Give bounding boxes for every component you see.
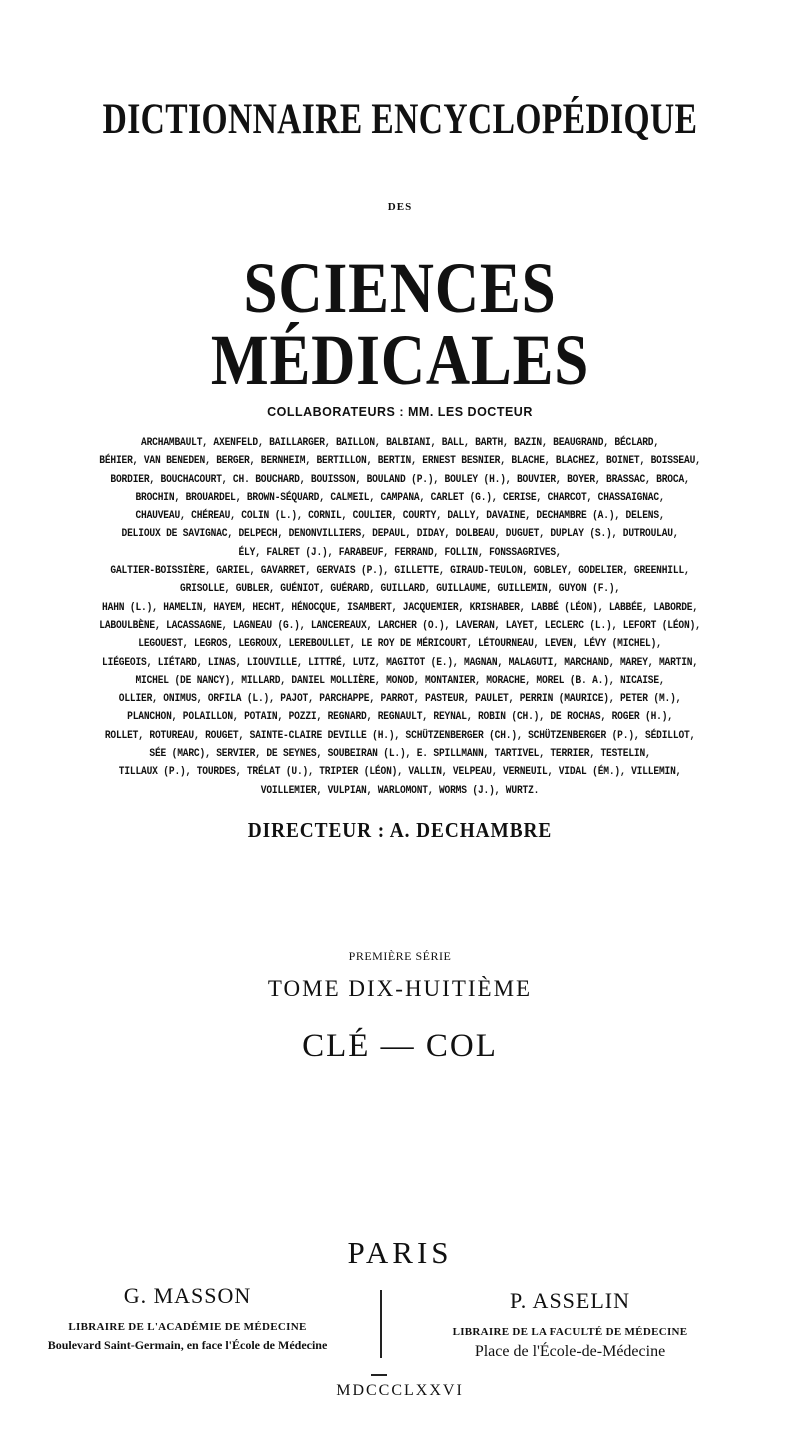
collaborators-line: ROLLET, ROTUREAU, ROUGET, SAINTE-CLAIRE DEVILLE (H.), SCHÜTZENBERGER (CH.), SCHÜTZENBERGER (P.), SÉDILLOT,: [104, 729, 696, 742]
collaborators-list: [0, 434, 800, 800]
collaborators-line: DELIOUX DE SAVIGNAC, DELPECH, DENONVILLIERS, DEPAUL, DIDAY, DOLBEAU, DUGUET, DUPLAY (S.), DUTROULAU,: [121, 528, 679, 541]
director-line: DIRECTEUR : A. DECHAMBRE: [247, 818, 553, 842]
collaborators-line: GALTIER-BOISSIÈRE, GARIEL, GAVARRET, GERVAIS (P.), GILLETTE, GIRAUD-TEULON, GOBLEY, GODELIER, GREENHILL,: [110, 565, 690, 578]
city-label: PARIS: [347, 1235, 453, 1270]
publisher-role: LIBRAIRE DE L'ACADÉMIE DE MÉDECINE: [68, 1321, 307, 1333]
publication-year: MDCCCLXXVI: [336, 1382, 464, 1399]
collaborators-line: ARCHAMBAULT, AXENFELD, BAILLARGER, BAILLON, BALBIANI, BALL, BARTH, BAZIN, BEAUGRAND, BÉCLARD,: [141, 437, 659, 449]
collaborators-line: PLANCHON, POLAILLON, POTAIN, POZZI, REGNARD, REGNAULT, REYNAL, ROBIN (CH.), DE ROCHAS, ROGER (H.),: [127, 711, 673, 724]
publisher-role: LIBRAIRE DE LA FACULTÉ DE MÉDECINE: [452, 1326, 688, 1338]
collaborators-line: OLLIER, ONIMUS, ORFILA (L.), PAJOT, PARCHAPPE, PARROT, PASTEUR, PAULET, PERRIN (MAURICE), PETER (M.),: [118, 693, 682, 706]
tome-label: TOME DIX-HUITIÈME: [267, 976, 533, 1001]
title-line-1: DICTIONNAIRE ENCYCLOPÉDIQUE: [102, 96, 698, 143]
series-label: PREMIÈRE SÉRIE: [348, 949, 452, 963]
collaborators-line: MICHEL (DE NANCY), MILLARD, DANIEL MOLLIÈRE, MONOD, MONTANIER, MORACHE, MOREL (B. A.), NICAISE,: [135, 674, 665, 687]
collaborators-line: ÉLY, FALRET (J.), FARABEUF, FERRAND, FOLLIN, FONSSAGRIVES,: [238, 546, 562, 559]
publisher-masson: [15, 1283, 360, 1353]
collaborators-line: BORDIER, BOUCHACOURT, CH. BOUCHARD, BOUISSON, BOULAND (P.), BOULEY (H.), BOUVIER, BOYER, BRASSAC, BROCA,: [110, 473, 690, 486]
volume-range: CLÉ — COL: [302, 1028, 498, 1064]
publisher-asselin: [405, 1288, 735, 1361]
collaborators-line: GRISOLLE, GUBLER, GUÉNIOT, GUÉRARD, GUILLARD, GUILLAUME, GUILLEMIN, GUYON (F.),: [180, 583, 620, 596]
collaborators-line: TILLAUX (P.), TOURDES, TRÉLAT (U.), TRIPIER (LÉON), VALLIN, VELPEAU, VERNEUIL, VIDAL (ÉM.), VILLEMIN,: [118, 766, 682, 779]
collaborators-line: LIÉGEOIS, LIÉTARD, LINAS, LIOUVILLE, LITTRÉ, LUTZ, MAGITOT (E.), MAGNAN, MALAGUTI, MARCHAND, MAREY, MARTIN,: [102, 656, 698, 669]
collaborators-line: HAHN (L.), HAMELIN, HAYEM, HECHT, HÉNOCQUE, ISAMBERT, JACQUEMIER, KRISHABER, LABBÉ (LÉON), LABBÉE, LABORDE,: [102, 601, 698, 614]
collaborators-heading: COLLABORATEURS : MM. LES DOCTEUR: [267, 405, 533, 419]
collaborators-line: CHAUVEAU, CHÉREAU, COLIN (L.), CORNIL, COULIER, COURTY, DALLY, DAVAINE, DECHAMBRE (A.), DELENS,: [135, 510, 665, 523]
publisher-name: G. MASSON: [123, 1283, 252, 1308]
publisher-divider: [380, 1290, 382, 1358]
publisher-address: Boulevard Saint-Germain, en face l'École de Médecine: [47, 1338, 328, 1352]
collaborators-line: LEGOUEST, LEGROS, LEGROUX, LEREBOULLET, LE ROY DE MÉRICOURT, LÉTOURNEAU, LEVEN, LÉVY (MICHEL),: [138, 638, 662, 651]
collaborators-line: LABOULBÈNE, LACASSAGNE, LAGNEAU (G.), LANCEREAUX, LARCHER (O.), LAVERAN, LAYET, LECLERC (L.), LEFORT (LÉON),: [99, 619, 701, 632]
publisher-address: Place de l'École-de-Médecine: [474, 1343, 666, 1360]
title-connector: DES: [387, 201, 413, 213]
collaborators-line: BROCHIN, BROUARDEL, BROWN-SÉQUARD, CALMEIL, CAMPANA, CARLET (G.), CERISE, CHARCOT, CHASSAIGNAC,: [135, 491, 665, 504]
collaborators-line: SÉE (MARC), SERVIER, DE SEYNES, SOUBEIRAN (L.), E. SPILLMANN, TARTIVEL, TERRIER, TESTELIN,: [149, 748, 651, 761]
collaborators-line: VOILLEMIER, VULPIAN, WARLOMONT, WORMS (J.), WURTZ.: [260, 784, 540, 797]
publisher-name: P. ASSELIN: [509, 1288, 631, 1313]
year-rule: [371, 1374, 387, 1376]
collaborators-line: BÉHIER, VAN BENEDEN, BERGER, BERNHEIM, BERTILLON, BERTIN, ERNEST BESNIER, BLACHE, BLACHEZ, BOINET, BOISSEAU,: [99, 455, 701, 468]
title-line-2: SCIENCES MÉDICALES: [210, 248, 590, 400]
